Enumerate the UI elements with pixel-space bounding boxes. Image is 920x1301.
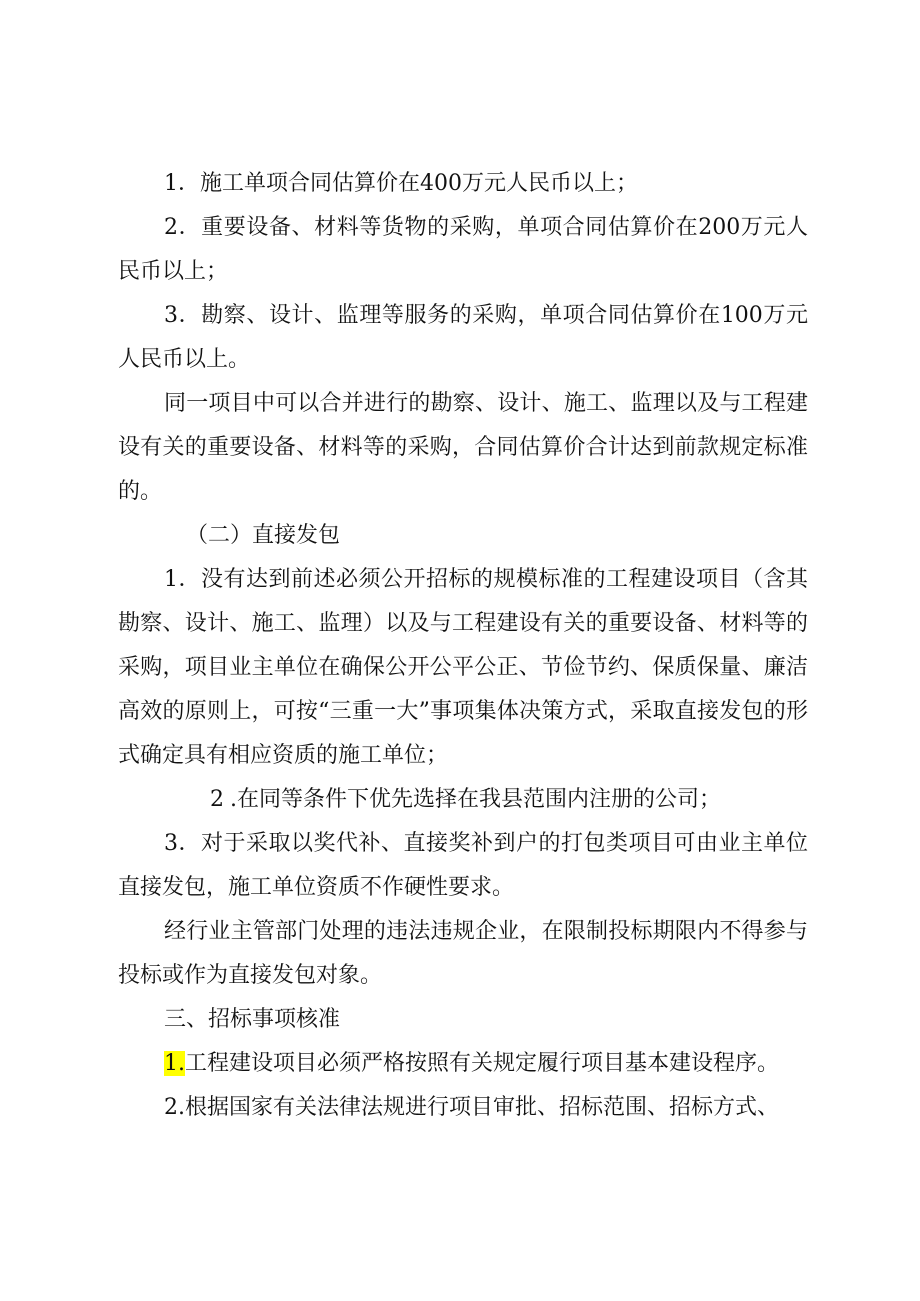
paragraph-equipment-threshold: 2．重要设备、材料等货物的采购，单项合同估算价在200万元人民币以上； <box>118 215 808 284</box>
paragraph-direct-contracting-rule-1: 1．没有达到前述必须公开招标的规模标准的工程建设项目（含其勘察、设计、施工、监理）以及与工程建设有关的重要设备、材料等的采购，项目业主单位在确保公开公平公正、节俭节约、保质保量、廉洁高效的原则上，可按“三重一大”事项集体决策方式，采取直接发包的形式确定具有相应资质的施工单位； <box>118 567 808 768</box>
paragraph-construction-threshold: 1．施工单项合同估算价在400万元人民币以上； <box>164 171 638 196</box>
approval-rule-1-text: 工程建设项目必须严格按照有关规定履行项目基本建设程序。 <box>185 1051 780 1076</box>
rule-2-number: 2 <box>210 787 224 812</box>
section-heading-direct-contracting: （二）直接发包 <box>186 523 341 548</box>
paragraph-violating-enterprises: 经行业主管部门处理的违法违规企业，在限制投标期限内不得参与投标或作为直接发包对象。 <box>118 919 808 988</box>
highlighted-number: 1. <box>164 1051 185 1076</box>
paragraph-direct-contracting-rule-3: 3．对于采取以奖代补、直接奖补到户的打包类项目可由业主单位直接发包，施工单位资质不作硬性要求。 <box>118 831 808 900</box>
paragraph-combined-procurement: 同一项目中可以合并进行的勘察、设计、施工、监理以及与工程建设有关的重要设备、材料等的采购，合同估算价合计达到前款规定标准的。 <box>118 391 808 504</box>
paragraph-service-threshold: 3．勘察、设计、监理等服务的采购，单项合同估算价在100万元人民币以上。 <box>118 303 808 372</box>
paragraph-direct-contracting-rule-2 <box>118 778 808 822</box>
rule-2-text: .在同等条件下优先选择在我县范围内注册的公司； <box>230 787 721 812</box>
paragraph-approval-rule-2: 2.根据国家有关法律法规进行项目审批、招标范围、招标方式、 <box>164 1095 779 1120</box>
paragraph-approval-rule-1 <box>118 1042 808 1086</box>
section-heading-tender-approval: 三、招标事项核准 <box>164 1007 341 1032</box>
